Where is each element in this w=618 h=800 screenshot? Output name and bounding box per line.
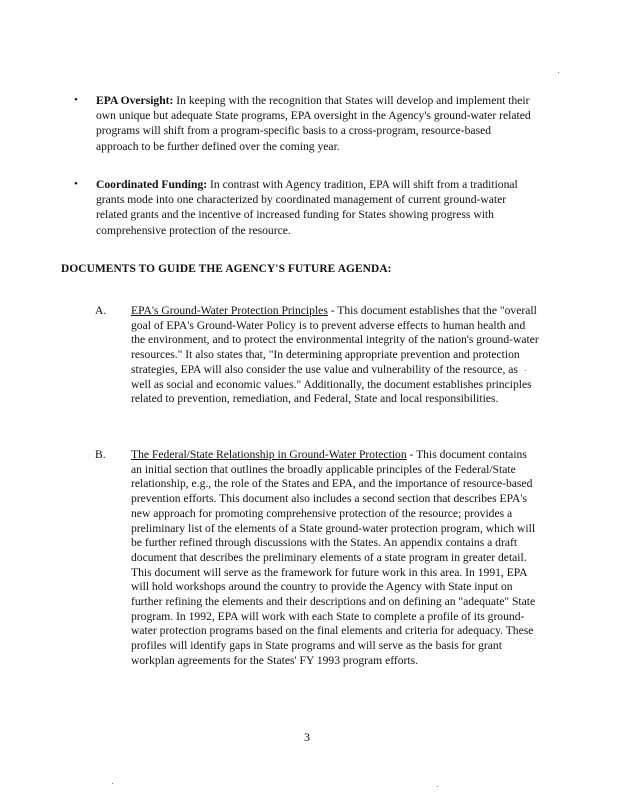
item-title: The Federal/State Relationship in Ground-Water Protection xyxy=(131,448,407,461)
item-text: - This document contains an initial section that outlines the broadly applicable principles of the Federal/State relationship, e.g., the role of the States and EPA, and the importance of resource-based prevention efforts. This document also includes a second section that describes EPA's new approach for promoting comprehensive protection of the resource; provides a preliminary list of the elements of a State ground-water protection program, which will be further refined through discussions with the States. An appendix contains a draft document that describes the preliminary elements of a state program in greater detail. This document will serve as the framework for future work in this area. In 1991, EPA will hold workshops around the country to provide the Agency with State input on further refining the elements and their descriptions and on defining an "adequate" State program. In 1992, EPA will work with each State to complete a profile of its ground-water protection programs based on the final elements and criteria for adequacy. These profiles will identify gaps in State programs and will serve as the basis for grant workplan agreements for the States' FY 1993 program efforts. xyxy=(131,448,536,667)
scan-speck xyxy=(437,786,438,787)
item-paragraph xyxy=(131,304,540,407)
bullet-lead: EPA Oversight: xyxy=(96,94,174,107)
bullet-paragraph xyxy=(96,177,534,238)
bullet-paragraph xyxy=(96,93,534,154)
bullet-text: In keeping with the recognition that States will develop and implement their own unique but adequate State programs, EPA oversight in the Agency's ground-water related programs will shift from a program-specific basis to a cross-program, resource-based approach to be further defined over the coming year. xyxy=(96,94,531,153)
bullet-marker: • xyxy=(74,178,78,190)
page-number: 3 xyxy=(304,730,310,744)
item-marker: A. xyxy=(95,304,107,317)
item-marker: B. xyxy=(95,448,106,461)
list-item-b xyxy=(95,448,540,669)
scan-speck xyxy=(558,72,559,73)
list-item-a xyxy=(95,304,540,407)
item-title: EPA's Ground-Water Protection Principles xyxy=(131,304,328,317)
item-paragraph xyxy=(131,448,540,669)
bullet-coordinated-funding xyxy=(74,177,534,238)
item-text: - This document establishes that the "overall goal of EPA's Ground-Water Policy is to prevent adverse effects to human health and the environment, and to protect the environmental integrity of the nation's ground-water resources." It also states that, "In determining appropriate prevention and protection strategies, EPA will also consider the use value and vulnerability of the resource, as well as social and economic values." Additionally, the document establishes principles related to prevention, remediation, and Federal, State and local responsibilities. xyxy=(131,304,539,406)
bullet-text: In contrast with Agency tradition, EPA will shift from a traditional grants mode into one characterized by coordinated management of current ground-water related grants and the incentive of increased funding for States showing progress with comprehensive protection of the resource. xyxy=(96,178,518,237)
scan-speck xyxy=(525,370,526,371)
bullet-lead: Coordinated Funding: xyxy=(96,178,208,191)
bullet-epa-oversight xyxy=(74,93,534,154)
section-heading: DOCUMENTS TO GUIDE THE AGENCY'S FUTURE AGENDA: xyxy=(61,263,392,275)
bullet-marker: • xyxy=(74,94,78,106)
scan-speck xyxy=(112,783,113,784)
